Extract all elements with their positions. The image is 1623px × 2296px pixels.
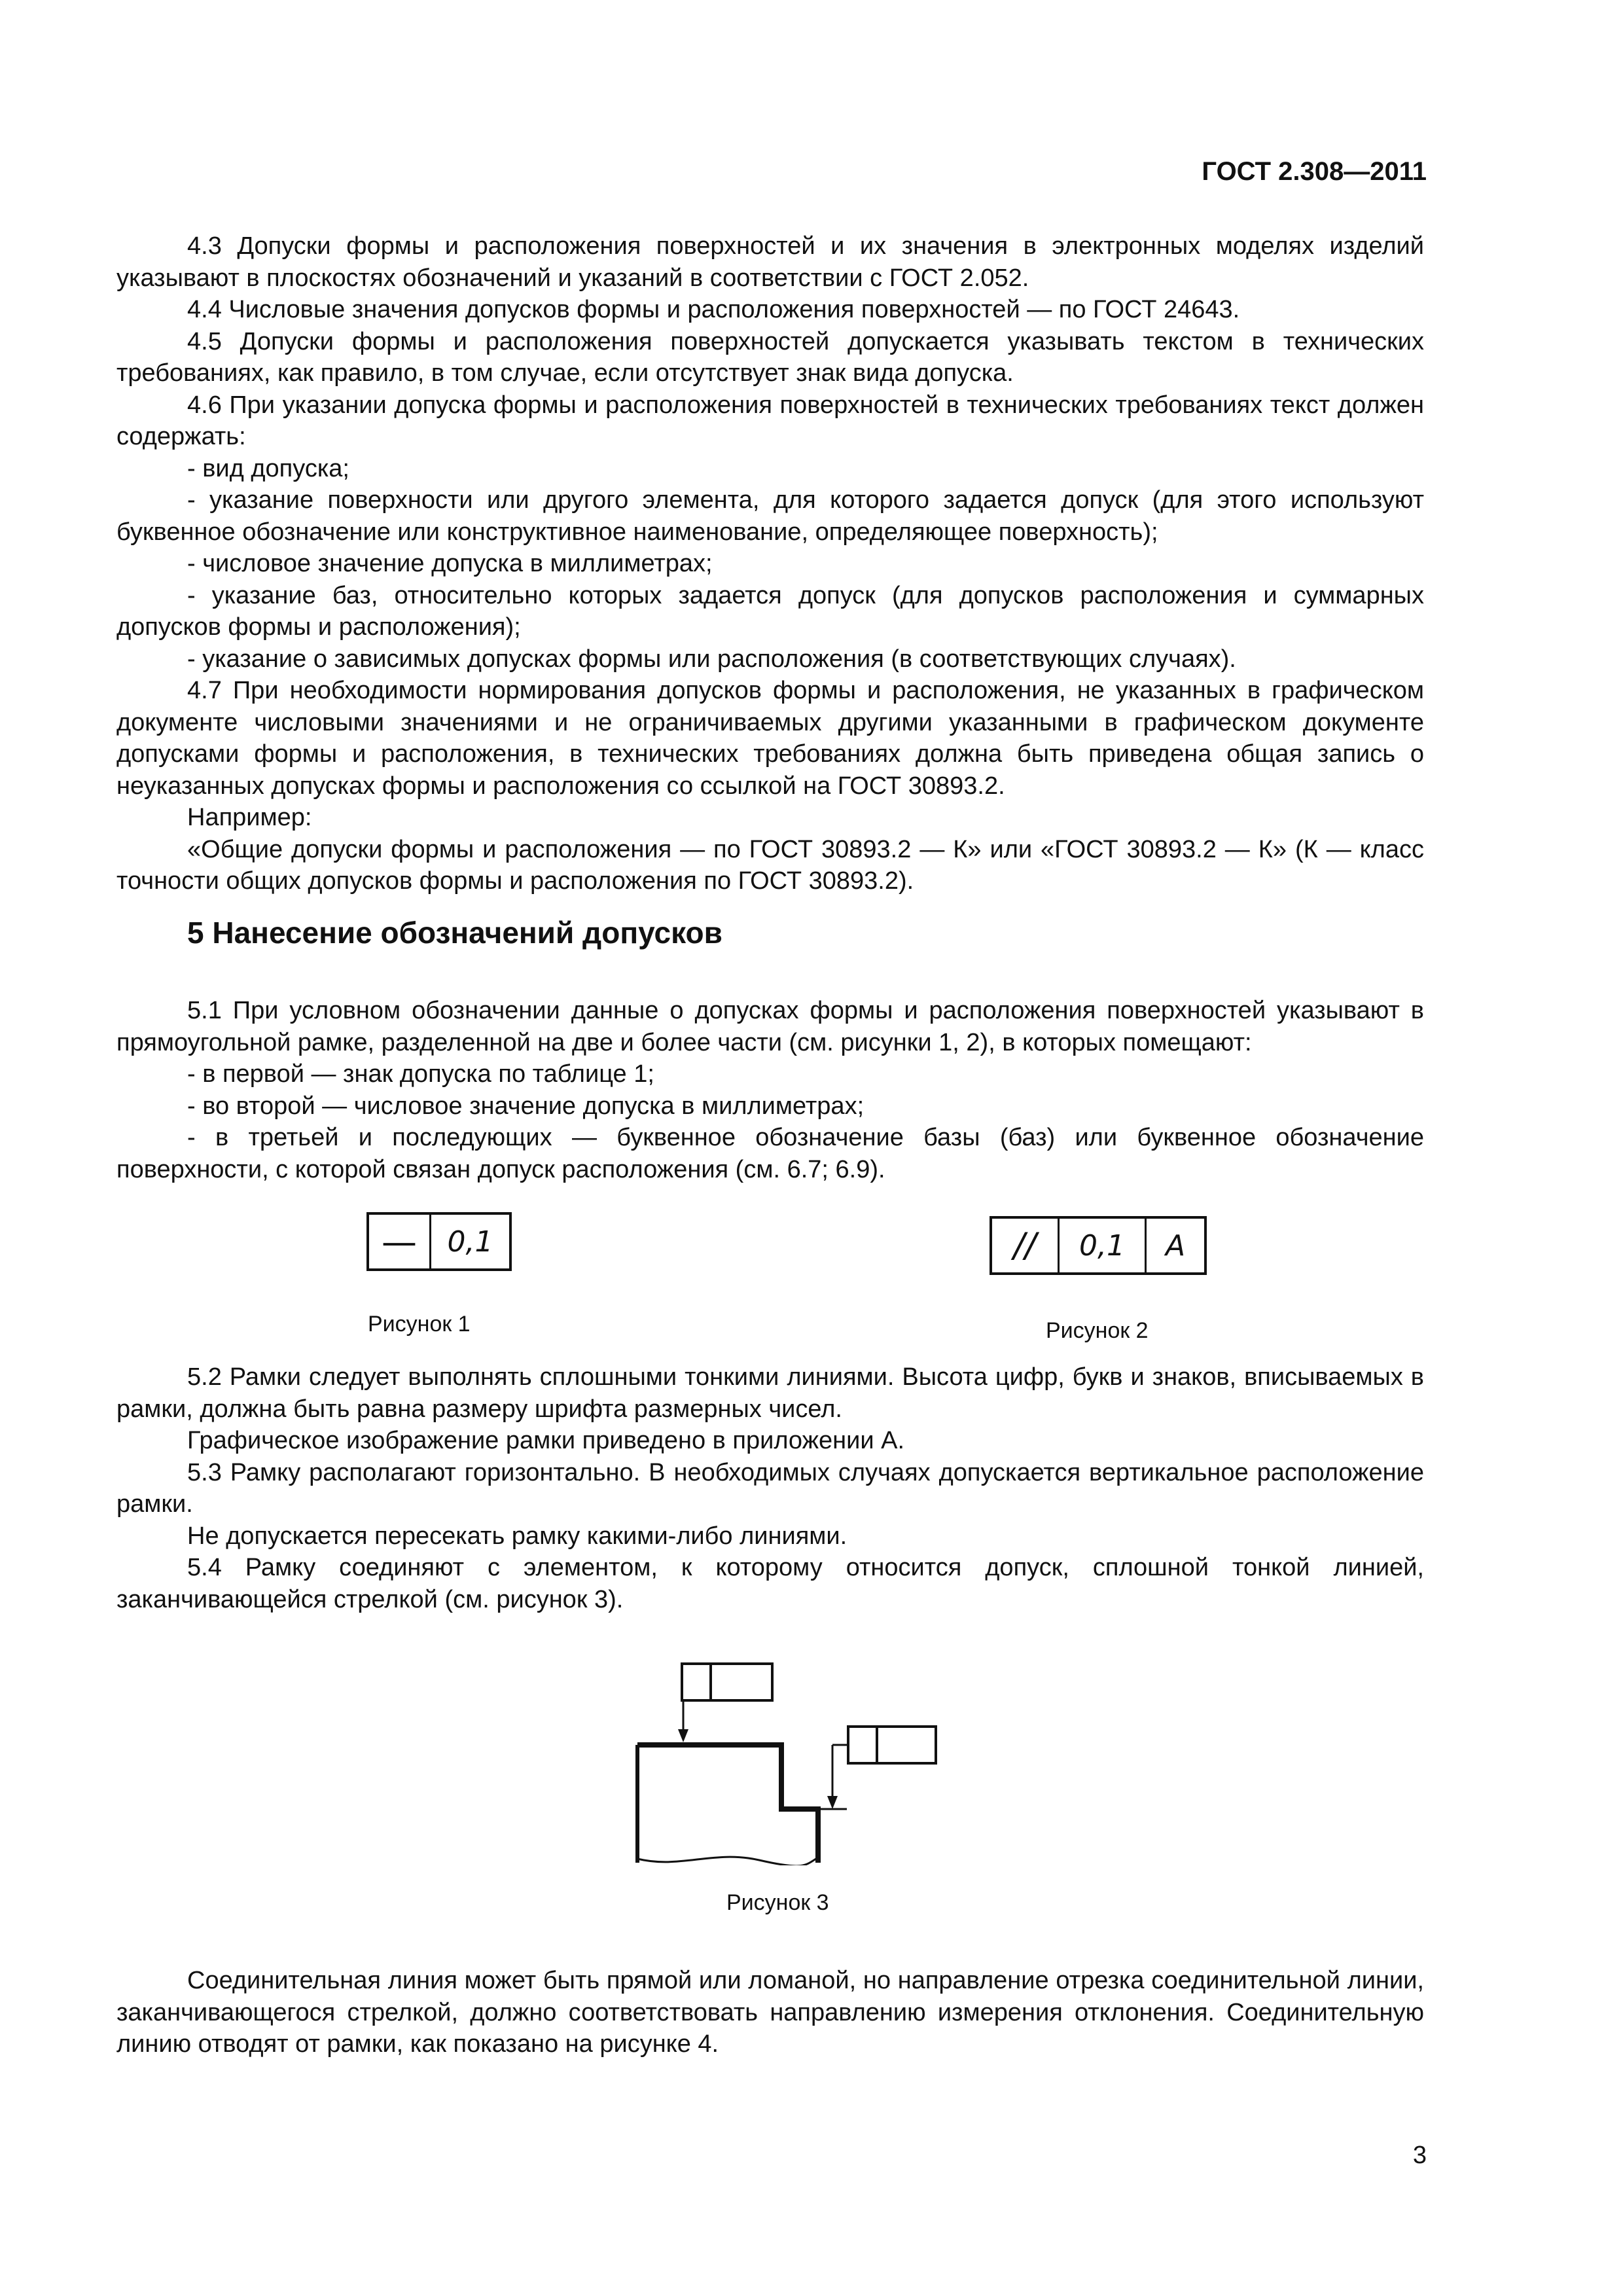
list-item: - указание баз, относительно которых задается допуск (для допусков расположения и суммарных допусков формы и расположения); (116, 581, 1424, 641)
list-item: - во второй — числовое значение допуска в миллиметрах; (187, 1092, 865, 1120)
figure2-caption: Рисунок 2 (1046, 1318, 1149, 1343)
para-annex: Графическое изображение рамки приведено в приложении А. (187, 1427, 905, 1454)
tolerance-value: 0,1 (447, 1225, 493, 1259)
para-4-4: 4.4 Числовые значения допусков формы и расположения поверхностей — по ГОСТ 24643. (187, 296, 1240, 323)
list-item: - в третьей и последующих — буквенное обозначение базы (баз) или буквенное обозначение поверхности, с которой связан допуск расположения (см. 6.7; 6.9). (116, 1124, 1424, 1183)
para-5-2: 5.2 Рамки следует выполнять сплошными тонкими линиями. Высота цифр, букв и знаков, вписываемых в рамки, должна быть равна размеру шрифта размерных чисел. (116, 1363, 1424, 1423)
example-text: «Общие допуски формы и расположения — по ГОСТ 30893.2 — К» или «ГОСТ 30893.2 — К» (К — класс точности общих допусков формы и расположения по ГОСТ 30893.2). (116, 835, 1424, 895)
figure1-caption: Рисунок 1 (368, 1312, 471, 1336)
figure3-caption: Рисунок 3 (726, 1890, 829, 1915)
list-item: - числовое значение допуска в миллиметрах; (187, 550, 713, 577)
tolerance-value: 0,1 (1060, 1219, 1147, 1272)
para-no-cross: Не допускается пересекать рамку какими-либо линиями. (187, 1522, 847, 1550)
para-4-6: 4.6 При указании допуска формы и расположения поверхностей в технических требованиях текст должен содержать: (116, 391, 1424, 450)
datum-letter: A (1165, 1229, 1186, 1263)
parallelism-symbol: // (992, 1219, 1060, 1272)
figure1-frame (366, 1212, 512, 1271)
body-text-bottom (116, 1965, 1424, 2060)
document-id: ГОСТ 2.308—2011 (1202, 157, 1427, 186)
para-connection-line: Соединительная линия может быть прямой или ломаной, но направление отрезка соединительной линии, заканчивающегося стрелкой, должно соответствовать направлению измерения отклонения. Соединительную линию отводят от рамки, как показано на рисунке 4. (116, 1967, 1424, 2058)
para-5-1: 5.1 При условном обозначении данные о допусках формы и расположения поверхностей указывают в прямоугольной рамке, разделенной на две и более части (см. рисунки 1, 2), в которых помещают: (116, 997, 1424, 1056)
para-4-5: 4.5 Допуски формы и расположения поверхностей допускается указывать текстом в технических требованиях, как правило, в том случае, если отсутствует знак вида допуска. (116, 327, 1424, 387)
figure3-drawing (628, 1649, 955, 1865)
page-number: 3 (1412, 2142, 1427, 2169)
para-5-4: 5.4 Рамку соединяют с элементом, к которому относится допуск, сплошной тонкой линией, заканчивающейся стрелкой (см. рисунок 3). (116, 1554, 1424, 1613)
list-item: - указание о зависимых допусках формы или расположения (в соответствующих случаях). (187, 645, 1236, 673)
figure2-frame (990, 1216, 1207, 1275)
body-text-5-1 (116, 995, 1424, 1185)
example-label: Например: (187, 804, 312, 831)
body-text-top (116, 230, 1424, 897)
straightness-symbol: — (369, 1215, 431, 1268)
list-item: - в первой — знак допуска по таблице 1; (187, 1060, 654, 1088)
body-text-5-2 (116, 1361, 1424, 1615)
list-item: - вид допуска; (187, 454, 349, 482)
para-4-3: 4.3 Допуски формы и расположения поверхностей и их значения в электронных моделях изделий указывают в плоскостях обозначений и указаний в соответствии с ГОСТ 2.052. (116, 232, 1424, 292)
list-item: - указание поверхности или другого элемента, для которого задается допуск (для этого используют буквенное обозначение или конструктивное наименование, определяющее поверхность); (116, 486, 1424, 546)
para-4-7: 4.7 При необходимости нормирования допусков формы и расположения, не указанных в графическом документе числовыми значениями и не ограничиваемых другими указанными в графическом документе допусками формы и расположения, в технических требованиях должна быть приведена общая запись о неуказанных допусках формы и расположения со ссылкой на ГОСТ 30893.2. (116, 677, 1424, 800)
para-5-3: 5.3 Рамку располагают горизонтально. В необходимых случаях допускается вертикальное расположение рамки. (116, 1458, 1424, 1518)
section-title: 5 Нанесение обозначений допусков (187, 916, 722, 950)
